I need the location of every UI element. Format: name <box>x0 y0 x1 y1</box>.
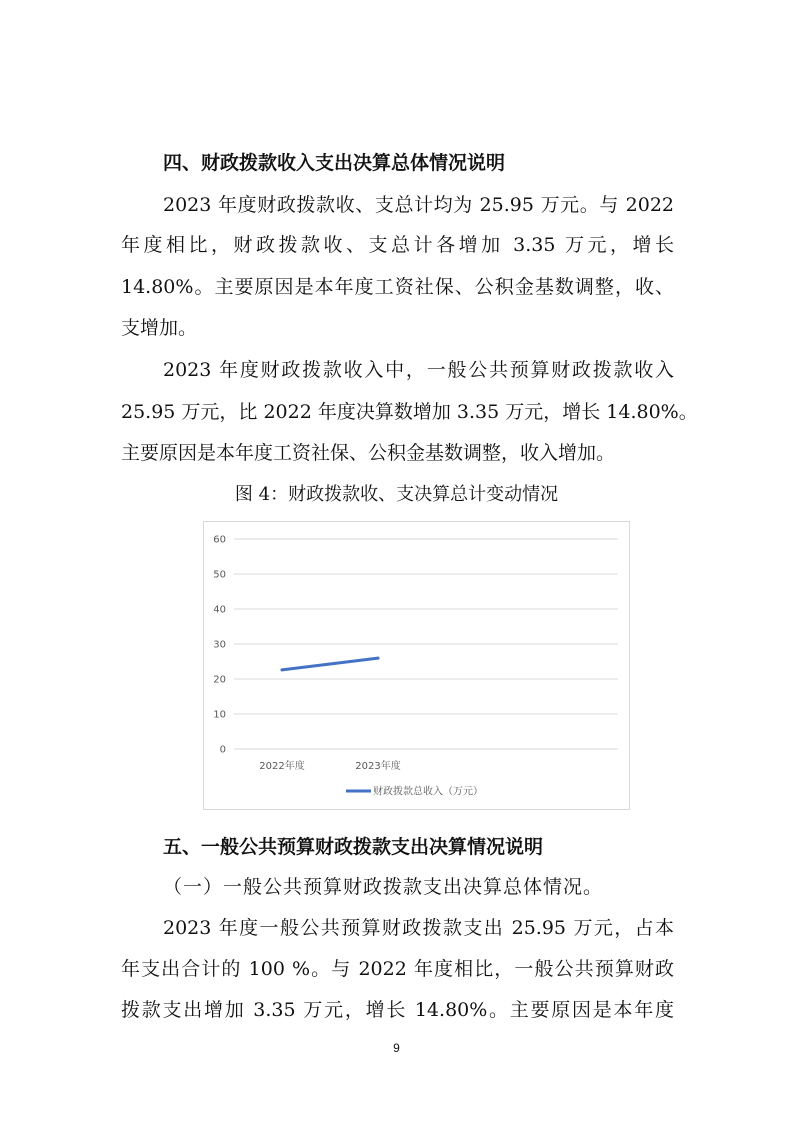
y-tick-label: 20 <box>213 674 226 686</box>
y-tick-label: 0 <box>219 744 226 756</box>
subsection-heading: （一）一般公共预算财政拨款支出决算总体情况。 <box>163 876 604 898</box>
y-tick-label: 30 <box>213 639 226 651</box>
figure-caption: 图 4：财政拨款收、支决算总计变动情况 <box>234 484 559 505</box>
data-point <box>377 657 380 660</box>
line-chart <box>203 521 630 810</box>
data-point <box>281 668 284 671</box>
series-line <box>282 658 378 670</box>
chart-canvas <box>204 522 631 811</box>
y-tick-label: 60 <box>213 534 226 546</box>
paragraph-line: 年度相比，财政拨款收、支总计各增加 3.35 万元，增长 <box>121 234 674 256</box>
paragraph-line: 年支出合计的 100 %。与 2022 年度相比，一般公共预算财政 <box>121 958 674 980</box>
paragraph-line: 14.80%。主要原因是本年度工资社保、公积金基数调整，收、 <box>121 276 674 298</box>
page-number: 9 <box>393 1041 400 1055</box>
x-tick-label: 2023年度 <box>355 761 401 772</box>
paragraph-line: 2023 年度财政拨款收、支总计均为 25.95 万元。与 2022 <box>163 194 674 216</box>
section-heading-5: 五、一般公共预算财政拨款支出决算情况说明 <box>163 836 544 858</box>
paragraph-line: 2023 年度财政拨款收入中，一般公共预算财政拨款收入 <box>163 359 674 381</box>
y-tick-label: 50 <box>213 569 226 581</box>
y-tick-label: 10 <box>213 709 226 721</box>
section-heading-4: 四、财政拨款收入支出决算总体情况说明 <box>163 152 506 174</box>
paragraph-line: 2023 年度一般公共预算财政拨款支出 25.95 万元，占本 <box>163 917 674 939</box>
paragraph-line: 25.95 万元，比 2022 年度决算数增加 3.35 万元，增长 14.80%。 <box>121 401 698 423</box>
x-tick-label: 2022年度 <box>259 761 305 772</box>
legend-label: 财政拨款总收入（万元） <box>373 786 483 798</box>
paragraph-line: 支增加。 <box>121 317 198 339</box>
paragraph-line: 主要原因是本年度工资社保、公积金基数调整，收入增加。 <box>121 442 616 464</box>
paragraph-line: 拨款支出增加 3.35 万元，增长 14.80%。主要原因是本年度 <box>121 999 674 1021</box>
y-tick-label: 40 <box>213 604 226 616</box>
